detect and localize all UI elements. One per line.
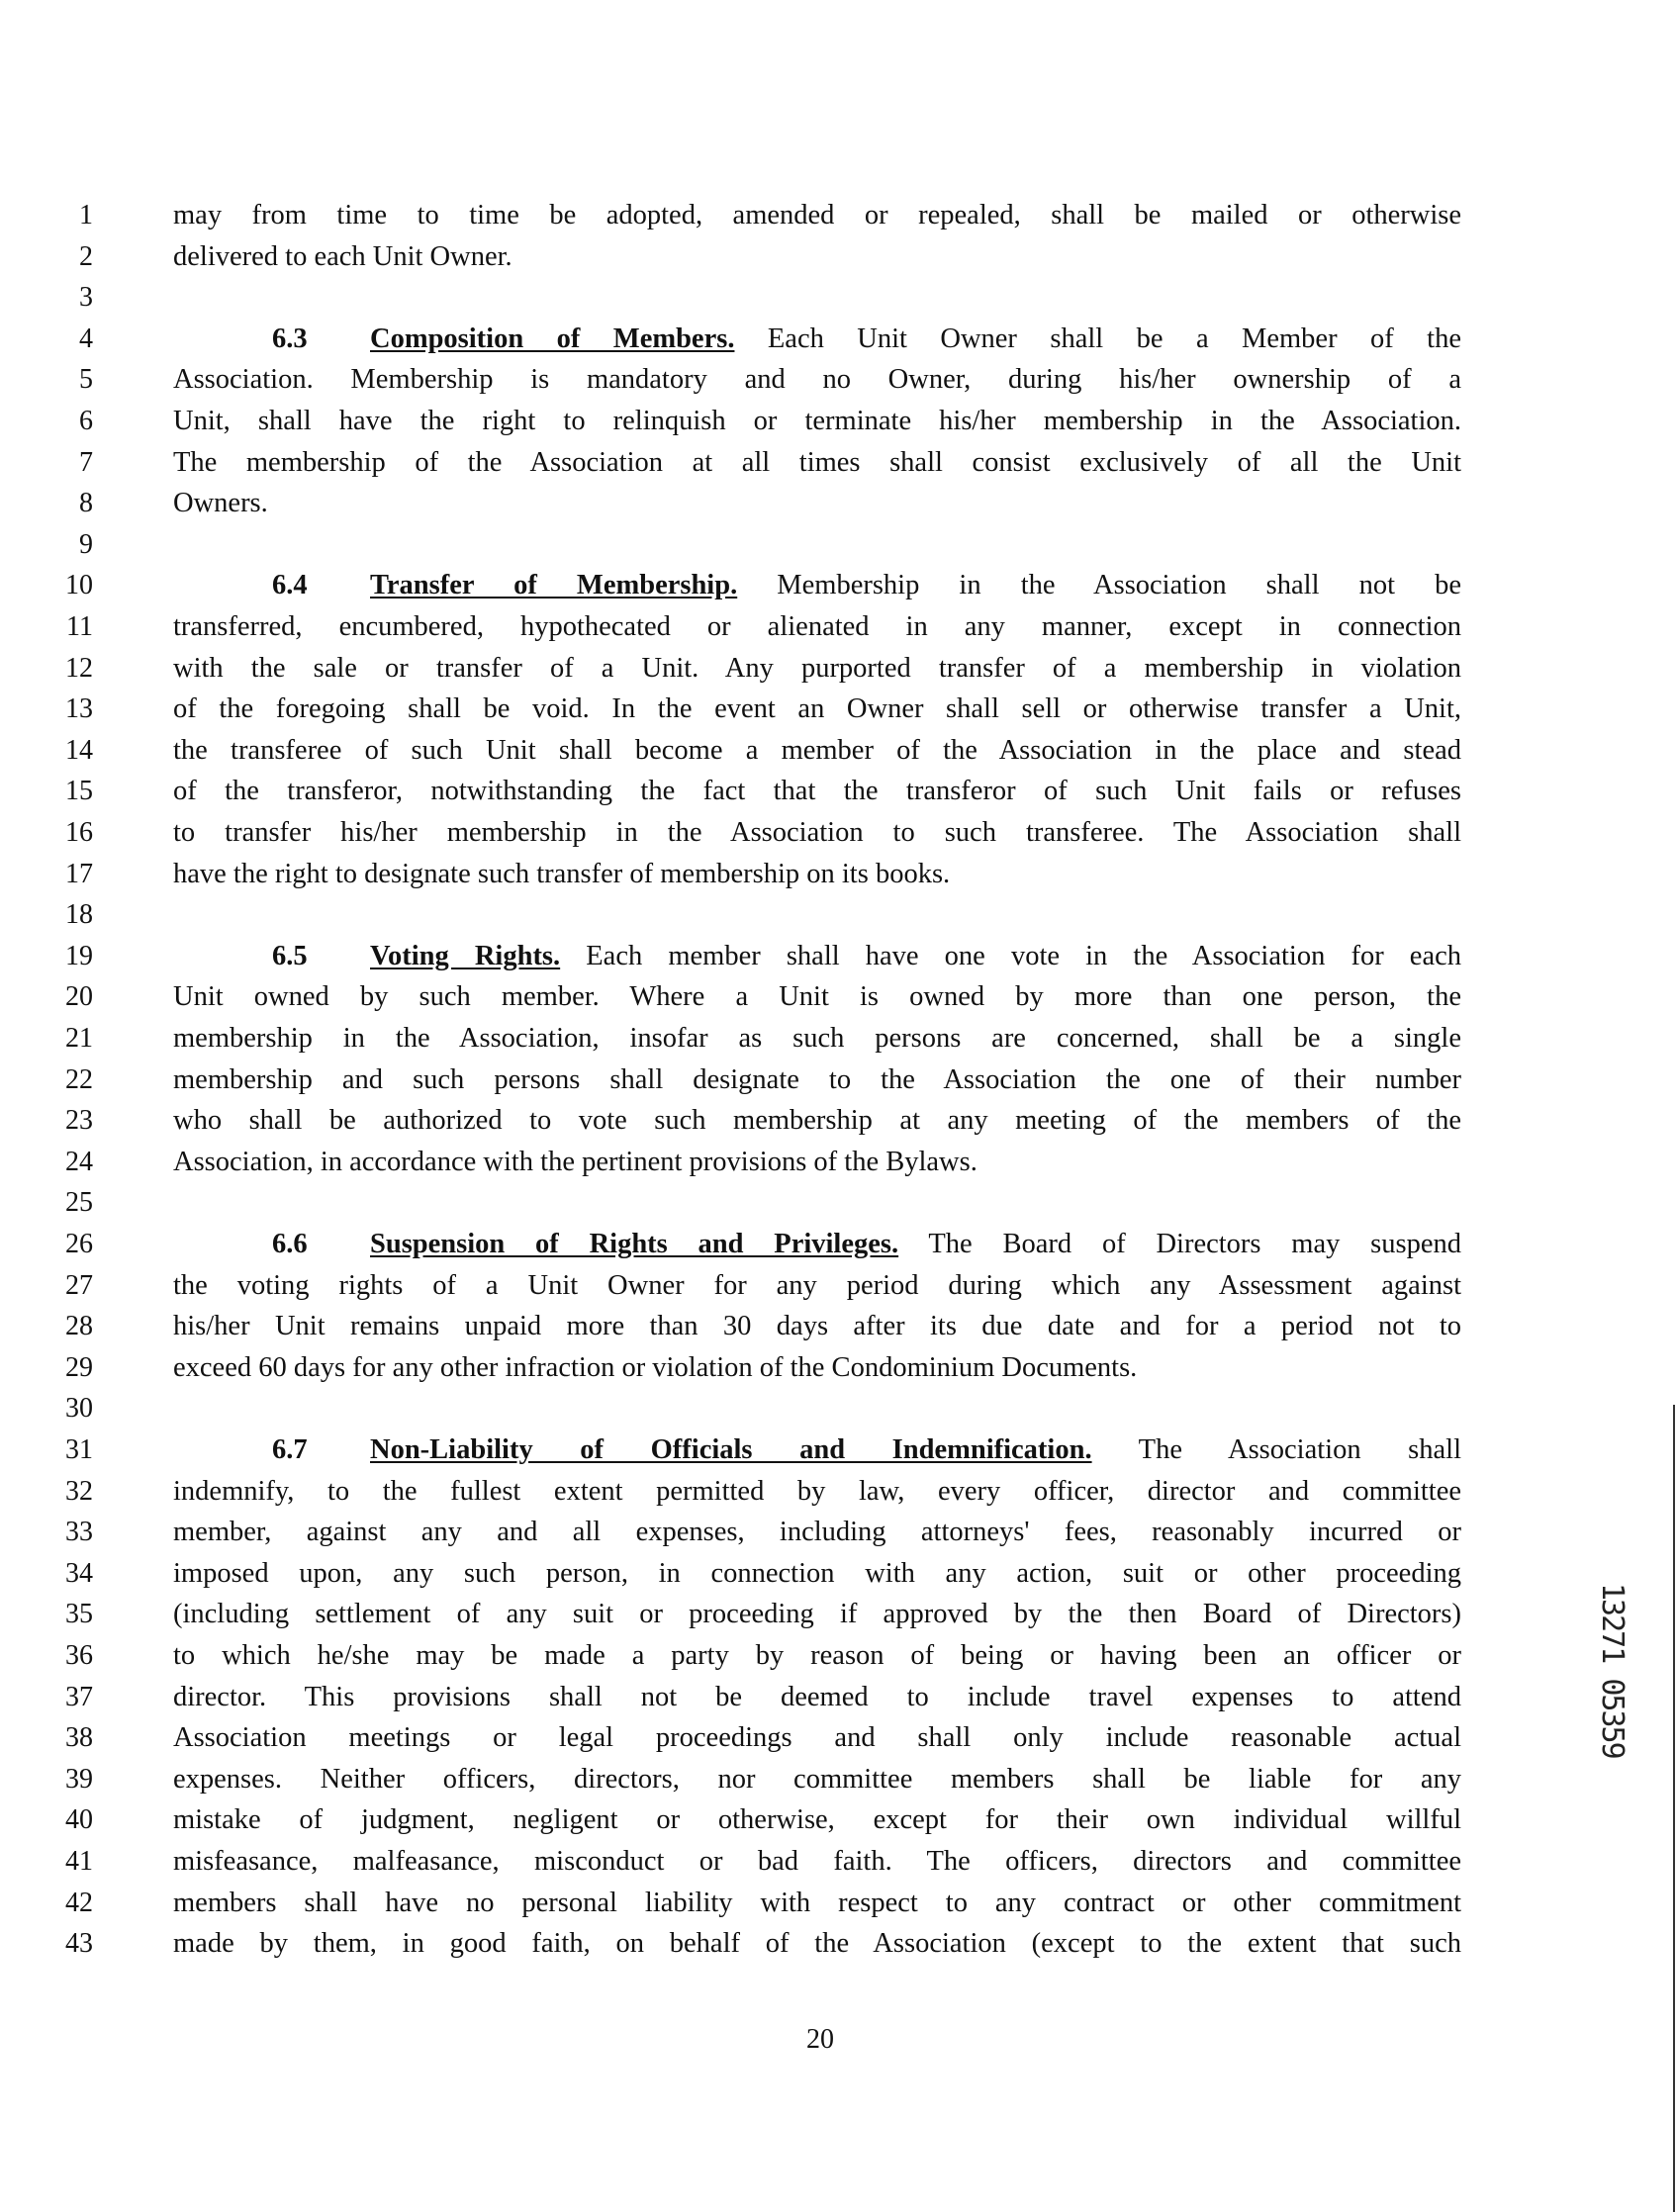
line-number: 10 [65,570,93,601]
text-line [173,1803,1461,1837]
line-number: 33 [65,1517,93,1548]
section-number: 6.3 [272,323,308,354]
text-line [173,775,1461,808]
line-number: 12 [65,652,93,684]
section-number: 6.7 [272,1434,308,1465]
line-text: expenses. Neither officers, directors, nor committee members shall be liable for any [173,1763,1461,1795]
text-line [173,1475,1461,1509]
text-line [173,487,1461,520]
text-line [173,1022,1461,1056]
line-text: Association, in accordance with the pertinent provisions of the Bylaws. [173,1146,978,1177]
line-number: 20 [65,981,93,1013]
line-number: 13 [65,693,93,725]
line-text: who shall be authorized to vote such membership at any meeting of the members of the [173,1105,1461,1137]
line-text: indemnify, to the fullest extent permitted by law, every officer, director and committee [173,1475,1461,1507]
recording-stamp: 13271 05359 [1595,1583,1629,1758]
section-title: Transfer of Membership. [370,570,738,601]
line-number: 34 [65,1557,93,1589]
line-text: Unit, shall have the right to relinquish or terminate his/her membership in the Association. [173,406,1461,436]
text-line [173,610,1461,644]
line-text: delivered to each Unit Owner. [173,240,512,272]
line-number: 38 [65,1722,93,1754]
line-text: exceed 60 days for any other infraction or violation of the Condominium Documents. [173,1351,1138,1383]
line-text: Unit owned by such member. Where a Unit is owned by more than one person, the [173,981,1461,1013]
line-text: mistake of judgment, negligent or otherwise, except for their own individual willful [173,1804,1461,1836]
line-number: 5 [79,364,93,396]
text-line [173,1639,1461,1673]
text-line [173,1845,1461,1879]
line-text: of the foregoing shall be void. In the event an Owner shall sell or otherwise transfer a Unit, [173,693,1461,725]
section-title: Voting Rights. [370,940,561,971]
line-number: 14 [65,734,93,766]
line-number: 37 [65,1681,93,1712]
text-line [173,1598,1461,1631]
line-number: 3 [79,282,93,314]
text-line [173,1104,1461,1138]
line-text: director. This provisions shall not be deemed to include travel expenses to attend [173,1681,1461,1712]
line-text: of the transferor, notwithstanding the fact that the transferor of such Unit fails or refuses [173,776,1461,807]
line-number: 7 [79,446,93,478]
page-number: 20 [806,2024,834,2055]
line-text: misfeasance, malfeasance, misconduct or bad faith. The officers, directors and committee [173,1846,1461,1877]
line-number: 19 [65,940,93,971]
line-number: 39 [65,1763,93,1795]
line-number: 2 [79,240,93,272]
line-text: Each Unit Owner shall be a Member of the [734,323,1461,354]
line-number: 15 [65,776,93,807]
line-number: 18 [65,899,93,931]
text-line [173,1310,1461,1343]
line-text: have the right to designate such transfer of membership on its books. [173,858,951,889]
line-number: 36 [65,1640,93,1671]
line-text: the transferee of such Unit shall become a member of the Association in the place and stead [173,734,1461,766]
section-title: Suspension of Rights and Privileges. [370,1229,899,1259]
text-line [173,1681,1461,1714]
section-number: 6.6 [272,1229,308,1259]
text-line [173,199,1461,232]
line-number: 9 [79,528,93,560]
section-number: 6.5 [272,940,308,971]
line-number: 28 [65,1311,93,1342]
line-number: 31 [65,1434,93,1465]
section-number: 6.4 [272,570,308,601]
section-title: Non-Liability of Officials and Indemnification. [370,1434,1092,1465]
line-text: The membership of the Association at all times shall consist exclusively of all the Unit [173,446,1461,478]
text-line [173,1887,1461,1920]
line-number: 17 [65,858,93,889]
line-number: 40 [65,1804,93,1836]
line-text: Association. Membership is mandatory and no Owner, during his/her ownership of a [173,364,1461,396]
text-line [173,1516,1461,1549]
section-heading-line [173,940,1461,973]
line-text: The Association shall [1091,1434,1461,1465]
line-number: 6 [79,406,93,436]
text-line [173,1351,1461,1385]
text-line [173,1146,1461,1179]
text-line [173,1721,1461,1755]
line-number: 26 [65,1229,93,1259]
line-text: Membership in the Association shall not be [737,570,1461,601]
text-line [173,980,1461,1014]
line-number: 22 [65,1063,93,1095]
section-heading-line [173,1228,1461,1261]
line-text: membership in the Association, insofar as such persons are concerned, shall be a single [173,1023,1461,1054]
line-text: Owners. [173,488,268,519]
line-text: made by them, in good faith, on behalf of the Association (except to the extent that such [173,1928,1461,1960]
text-line [173,1269,1461,1303]
line-number: 25 [65,1187,93,1219]
line-number: 41 [65,1846,93,1877]
line-number: 21 [65,1023,93,1054]
line-number: 43 [65,1928,93,1960]
section-heading-line [173,323,1461,356]
line-number: 27 [65,1269,93,1301]
line-number: 24 [65,1146,93,1177]
line-number: 11 [66,611,93,642]
line-number: 42 [65,1887,93,1918]
line-number: 35 [65,1599,93,1630]
line-text: (including settlement of any suit or proceeding if approved by the then Board of Directors) [173,1599,1461,1630]
text-line [173,858,1461,891]
line-text: imposed upon, any such person, in connection with any action, suit or other proceeding [173,1557,1461,1589]
line-text: to transfer his/her membership in the Association to such transferee. The Association shall [173,817,1461,848]
section-heading-line [173,1433,1461,1467]
text-line [173,1763,1461,1797]
text-line [173,1557,1461,1591]
line-text: transferred, encumbered, hypothecated or alienated in any manner, except in connection [173,611,1461,642]
text-line [173,1063,1461,1097]
text-line [173,363,1461,397]
line-number: 1 [79,200,93,230]
text-line [173,734,1461,768]
section-heading-line [173,569,1461,602]
line-text: to which he/she may be made a party by reason of being or having been an officer or [173,1640,1461,1671]
line-number: 8 [79,488,93,519]
line-text: members shall have no personal liability with respect to any contract or other commitment [173,1887,1461,1918]
line-number: 4 [79,323,93,354]
text-line [173,692,1461,726]
line-text: Each member shall have one vote in the Association for each [560,940,1461,971]
line-text: with the sale or transfer of a Unit. Any purported transfer of a membership in violation [173,652,1461,684]
line-number: 29 [65,1351,93,1383]
text-line [173,405,1461,438]
line-number: 30 [65,1393,93,1425]
line-number: 23 [65,1105,93,1137]
section-title: Composition of Members. [370,323,735,354]
line-text: member, against any and all expenses, including attorneys' fees, reasonably incurred or [173,1517,1461,1548]
text-line [173,1927,1461,1961]
text-line [173,652,1461,686]
scan-edge-line [1673,1405,1675,2212]
line-text: the voting rights of a Unit Owner for any period during which any Assessment against [173,1269,1461,1301]
line-text: The Board of Directors may suspend [898,1229,1461,1259]
line-number: 16 [65,817,93,848]
text-line [173,816,1461,850]
line-number: 32 [65,1475,93,1507]
line-text: his/her Unit remains unpaid more than 30 days after its due date and for a period not to [173,1311,1461,1342]
text-line [173,446,1461,480]
line-text: Association meetings or legal proceedings and shall only include reasonable actual [173,1722,1461,1754]
text-line [173,240,1461,274]
line-text: membership and such persons shall designate to the Association the one of their number [173,1063,1461,1095]
line-text: may from time to time be adopted, amended or repealed, shall be mailed or otherwise [173,200,1461,230]
